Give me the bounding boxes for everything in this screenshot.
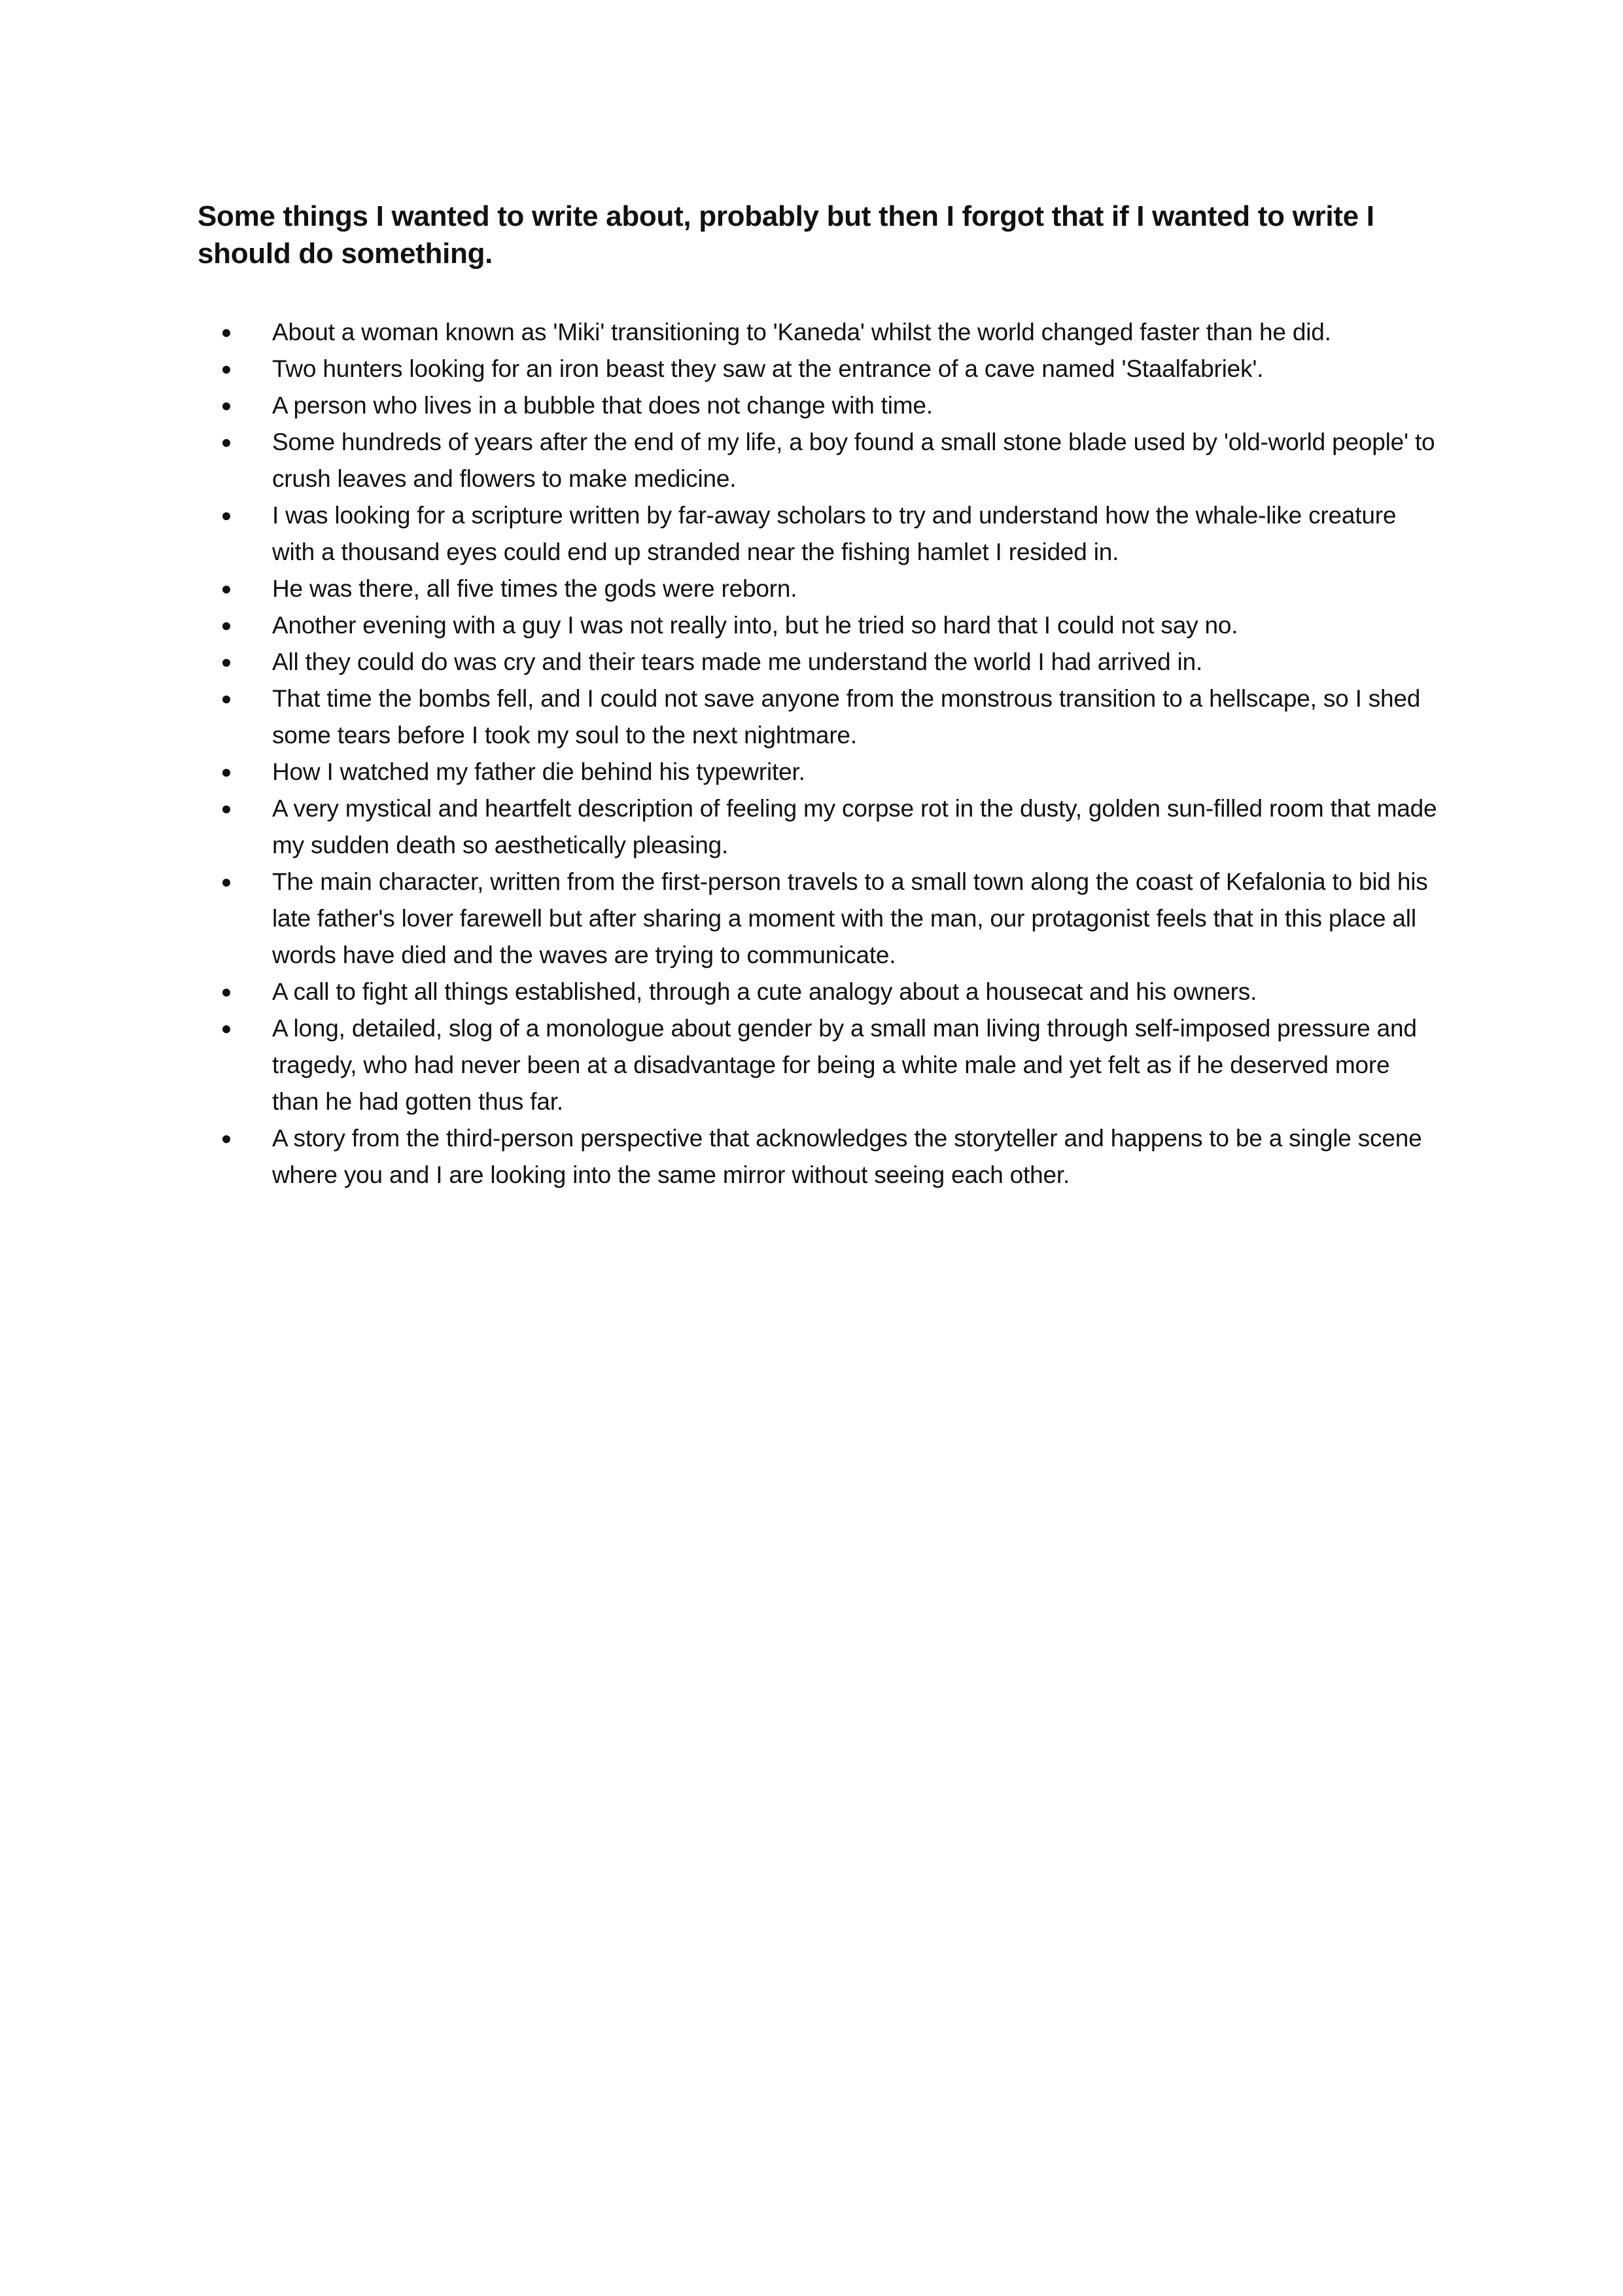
list-item [198,974,1440,1010]
list-item-text: A long, detailed, slog of a monologue about gender by a small man living through self-imposed pressure and tragedy, who had never been at a disadvantage for being a white male and yet felt as if he deserved more than he had gotten thus far. [272,1015,1417,1115]
list-item-text: He was there, all five times the gods were reborn. [272,575,797,602]
bullet-icon [222,1135,230,1143]
bullet-icon [222,659,230,667]
list-item-text: About a woman known as 'Miki' transitioning to 'Kaneda' whilst the world changed faster than he did. [272,319,1331,345]
list-item [198,680,1440,754]
bullet-icon [222,879,230,887]
list-item-text: A very mystical and heartfelt description of feeling my corpse rot in the dusty, golden sun-filled room that made my sudden death so aesthetically pleasing. [272,795,1437,858]
list-item-text: Another evening with a guy I was not really into, but he tried so hard that I could not say no. [272,612,1238,639]
bullet-icon [222,512,230,520]
list-item-text: A call to fight all things established, through a cute analogy about a housecat and his owners. [272,978,1257,1005]
list-item [198,644,1440,680]
bullet-icon [222,769,230,777]
list-item-text: That time the bombs fell, and I could not save anyone from the monstrous transition to a hellscape, so I shed some tears before I took my soul to the next nightmare. [272,685,1421,749]
list-item-text: I was looking for a scripture written by far-away scholars to try and understand how the whale-like creature with a thousand eyes could end up stranded near the fishing hamlet I resided in. [272,502,1397,565]
list-item [198,864,1440,974]
bullet-icon [222,989,230,997]
bullet-icon [222,402,230,410]
bullet-list [198,314,1440,1193]
list-item [198,571,1440,607]
list-item-text: A story from the third-person perspective that acknowledges the storyteller and happens to be a single scene where you and I are looking into the same mirror without seeing each other. [272,1125,1422,1188]
document-body [198,198,1440,1193]
bullet-icon [222,439,230,447]
list-item [198,424,1440,497]
list-item [198,387,1440,424]
list-item [198,754,1440,790]
list-item-text: How I watched my father die behind his typewriter. [272,758,805,785]
list-item-text: A person who lives in a bubble that does not change with time. [272,392,933,419]
bullet-icon [222,366,230,374]
bullet-icon [222,696,230,703]
list-item-text: The main character, written from the first-person travels to a small town along the coast of Kefalonia to bid his late father's lover farewell but after sharing a moment with the man, our protagonist feels that in this place all words have died and the waves are trying to communicate. [272,868,1428,968]
bullet-icon [222,329,230,337]
list-item-text: Some hundreds of years after the end of my life, a boy found a small stone blade used by 'old-world people' to crush leaves and flowers to make medicine. [272,429,1435,492]
list-item [198,351,1440,387]
list-item [198,314,1440,351]
list-item-text: Two hunters looking for an iron beast they saw at the entrance of a cave named 'Staalfabriek'. [272,355,1264,382]
bullet-icon [222,622,230,630]
list-item [198,497,1440,571]
list-item [198,1120,1440,1193]
list-item [198,1010,1440,1120]
list-item-text: All they could do was cry and their tears made me understand the world I had arrived in. [272,648,1203,675]
list-item [198,790,1440,864]
bullet-icon [222,1025,230,1033]
bullet-icon [222,586,230,593]
bullet-icon [222,805,230,813]
list-item [198,607,1440,644]
document-title: Some things I wanted to write about, probably but then I forgot that if I wanted to write I should do something. [198,200,1374,270]
